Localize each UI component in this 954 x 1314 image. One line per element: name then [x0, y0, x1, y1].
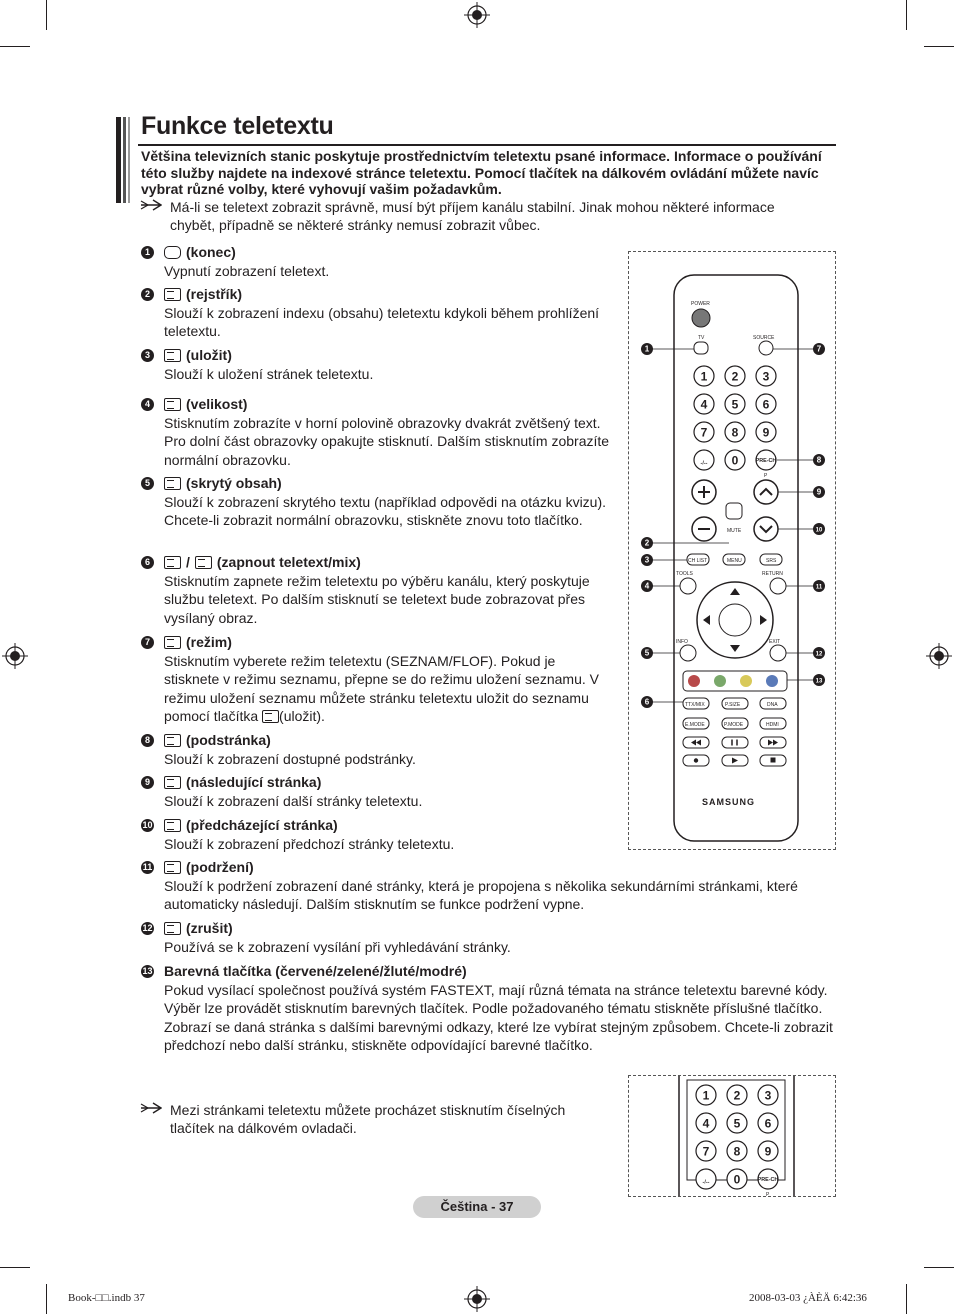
- title-bar: [116, 117, 132, 203]
- digit-label: 0: [731, 453, 739, 468]
- item-body: [164, 572, 614, 628]
- item-text: Slouží k podržení zobrazení dané stránky, která je propojena s několika sekundárními stránkami, které automaticky následují. Dalším stisknutím se funkce podržení vypne.: [164, 877, 798, 912]
- callout-number: 13: [815, 678, 823, 685]
- item-number: 7: [141, 636, 154, 649]
- digit-label: 3: [764, 1088, 772, 1103]
- item-body: [164, 750, 614, 769]
- registration-mark-icon: [2, 643, 28, 669]
- item-number: 4: [141, 398, 154, 411]
- item-heading-text: Barevná tlačítka (červené/zelené/žluté/modré): [164, 963, 467, 979]
- item-heading-text: (podstránka): [186, 732, 271, 748]
- registration-mark-icon: [926, 643, 952, 669]
- info-label: INFO: [676, 639, 688, 645]
- dna-label: DNA: [767, 702, 778, 708]
- note-top-text: Má-li se teletext zobrazit správně, musí být příjem kanálu stabilní. Jinak mohou některé informace chybět, případně se některé stránky nemusí zobrazit vůbec.: [170, 199, 775, 233]
- remote-keypad-illustration: [629, 1076, 835, 1196]
- teletext-button-icon: [164, 861, 181, 874]
- item-number: 1: [141, 246, 154, 259]
- crop-mark: [924, 1267, 954, 1268]
- item-body: [164, 792, 614, 811]
- digit-label: 7: [700, 425, 708, 440]
- teletext-button-icon: [164, 246, 181, 259]
- teletext-item: [144, 395, 614, 469]
- item-number: 10: [142, 820, 153, 830]
- tools-label: TOOLS: [676, 571, 693, 577]
- teletext-button-icon: [164, 819, 181, 832]
- item-body: [164, 981, 834, 1055]
- item-body: [164, 365, 614, 384]
- item-number: 11: [142, 862, 153, 872]
- registration-mark-icon: [464, 1286, 490, 1312]
- note-arrow-icon: [140, 198, 162, 212]
- item-heading: [164, 633, 614, 652]
- slug-right: 2008-03-03 ¿ÀÈÄ 6:42:36: [749, 1292, 867, 1304]
- crop-mark: [906, 1284, 907, 1314]
- digit-label: 6: [764, 1116, 772, 1131]
- digit-label: 8: [731, 425, 739, 440]
- item-heading-text: (zrušit): [186, 920, 233, 936]
- enter-button[interactable]: [719, 604, 751, 636]
- item-number: 6: [141, 556, 154, 569]
- item-heading: [164, 858, 834, 877]
- item-heading: [164, 474, 614, 493]
- menu-label: MENU: [727, 558, 742, 564]
- item-number: 2: [141, 288, 154, 301]
- p-label: P: [766, 1192, 770, 1196]
- item-text: Stisknutím zobrazíte v horní polovině obrazovky dvakrát zvětšený text. Pro dolní část obrazovky opakujte stisknutí. Dalším stisknutím zobrazíte normální obrazovku.: [164, 414, 610, 468]
- digit-label: PRE-CH: [755, 458, 777, 464]
- digit-label: 2: [733, 1088, 741, 1103]
- yellow-button[interactable]: [740, 675, 752, 687]
- item-heading-text: (uložit): [186, 347, 232, 363]
- source-button[interactable]: [759, 341, 773, 355]
- blue-button[interactable]: [766, 675, 778, 687]
- return-label: RETURN: [762, 571, 783, 577]
- callout-number: 10: [815, 527, 823, 534]
- crop-mark: [924, 46, 954, 47]
- item-heading: [164, 243, 614, 262]
- item-text: Stisknutím zapnete režim teletextu po výběru kanálu, který poskytuje službu teletext. Po dalším stisknutí se teletext bude zobrazovat přes vysílaný obraz.: [164, 572, 590, 626]
- note-arrow-icon: [140, 1101, 162, 1115]
- item-body: [164, 414, 614, 470]
- page-number: Čeština - 37: [413, 1196, 541, 1218]
- item-body: [164, 652, 614, 726]
- ttx-label: TTX/MIX: [685, 702, 705, 708]
- item-heading: [164, 919, 834, 938]
- teletext-item: [144, 731, 614, 768]
- teletext-item: [144, 773, 614, 810]
- item-heading: [164, 395, 614, 414]
- callout-number: 8: [816, 455, 822, 465]
- item-heading: [164, 773, 614, 792]
- item-heading: [164, 285, 614, 304]
- item-heading: [164, 816, 614, 835]
- page-title: Funkce teletextu: [141, 112, 334, 140]
- mute-label: MUTE: [727, 528, 742, 534]
- item-number: 3: [141, 349, 154, 362]
- title-rule: [138, 144, 836, 146]
- tv-label: TV: [698, 335, 705, 341]
- teletext-button-icon: [164, 349, 181, 362]
- chlist-label: CH LIST: [688, 558, 708, 564]
- teletext-button-icon: [164, 922, 181, 935]
- teletext-button-icon: [164, 288, 181, 301]
- teletext-mix-icon: [195, 556, 212, 569]
- note-bottom-text: Mezi stránkami teletextu můžete procházet stisknutím číselných tlačítek na dálkovém ovladači.: [170, 1102, 566, 1136]
- tv-button[interactable]: [694, 342, 708, 354]
- crop-mark: [46, 0, 47, 30]
- item-body: [164, 835, 614, 854]
- teletext-button-icon: [164, 776, 181, 789]
- callout-number: 9: [816, 487, 822, 497]
- callout-number: 4: [644, 581, 650, 591]
- item-heading: [164, 731, 614, 750]
- item-tail: (uložit).: [279, 708, 325, 724]
- item-number: 5: [141, 477, 154, 490]
- digit-label: PRE-CH: [757, 1177, 779, 1183]
- item-heading-text: (rejstřík): [186, 286, 243, 302]
- emode-label: E.MODE: [685, 722, 705, 728]
- digit-label: 4: [700, 397, 708, 412]
- item-number: 12: [142, 923, 153, 933]
- digit-label: 4: [702, 1116, 710, 1131]
- teletext-item: [142, 858, 834, 914]
- teletext-item: [144, 553, 614, 627]
- callout-number: 6: [644, 697, 650, 707]
- teletext-button-icon: [164, 556, 181, 569]
- vol-down-button[interactable]: [692, 517, 716, 541]
- crop-mark: [0, 46, 30, 47]
- info-button[interactable]: [680, 645, 696, 661]
- teletext-button-icon: [164, 477, 181, 490]
- item-heading-text: (velikost): [186, 396, 248, 412]
- digit-label: 2: [731, 369, 739, 384]
- ch-up-button[interactable]: [754, 480, 778, 504]
- p-label: P: [764, 473, 768, 479]
- green-button[interactable]: [714, 675, 726, 687]
- digit-label: 3: [762, 369, 770, 384]
- item-number: 8: [141, 734, 154, 747]
- item-text: Vypnutí zobrazení teletext.: [164, 262, 330, 279]
- pmode-label: P.MODE: [724, 722, 744, 728]
- teletext-item: [144, 285, 614, 341]
- source-label: SOURCE: [753, 335, 775, 341]
- callout-number: 2: [644, 538, 650, 548]
- item-number: 13: [142, 966, 153, 976]
- callout-number: 5: [644, 648, 650, 658]
- teletext-button-icon: [164, 636, 181, 649]
- digit-label: 9: [762, 425, 770, 440]
- teletext-button-icon: [164, 398, 181, 411]
- digit-label: 1: [700, 369, 708, 384]
- item-text: Slouží k zobrazení další stránky teletextu.: [164, 792, 423, 809]
- tools-button[interactable]: [680, 578, 696, 594]
- item-text: Slouží k zobrazení skrytého textu (například odpovědi na otázku kvizu). Chcete-li zobrazit normální obrazovku, stiskněte znovu toto tlačítko.: [164, 493, 607, 528]
- teletext-item: [142, 816, 614, 853]
- brand-logo: SAMSUNG: [702, 797, 756, 807]
- item-text: Slouží k uložení stránek teletextu.: [164, 365, 374, 382]
- hdmi-label: HDMI: [766, 722, 779, 728]
- item-heading-text: (zapnout teletext/mix): [216, 554, 361, 570]
- exit-label: EXIT: [769, 639, 781, 645]
- exit-button[interactable]: [770, 645, 786, 661]
- digit-label: 5: [733, 1116, 741, 1131]
- teletext-item: [142, 962, 834, 1055]
- callout-number: 7: [816, 344, 822, 354]
- digit-label: 5: [731, 397, 739, 412]
- note-bottom: [170, 1101, 600, 1137]
- item-text: Pokud vysílací společnost používá systém FASTEXT, mají různá témata na stránce teletextu barevné kódy. Výběr lze provádět stisknutím barevných tlačítek. Podle požadovaného tématu stiskněte příslušné tlačítko. Zobrazí se daná stránka s dalšími barevnými odkazy, které lze vybírat stejným způsobem. Chcete-li zobrazit předchozí nebo další stránku, stiskněte odpovídající barevné tlačítko.: [164, 981, 833, 1053]
- teletext-item: [144, 346, 614, 383]
- item-text: Slouží k zobrazení indexu (obsahu) teletextu kdykoli během prohlížení teletextu.: [164, 304, 600, 339]
- digit-label: 7: [702, 1144, 710, 1159]
- digit-label: 1: [702, 1088, 710, 1103]
- item-body: [164, 262, 614, 281]
- item-text: Stisknutím vyberete režim teletextu (SEZNAM/FLOF). Pokud je stisknete v režimu seznamu, přepne se do režimu uložení seznamu. V režimu uložení seznamu můžete stránku teletextu uložit do seznamu pomocí tlačítka: [164, 652, 599, 724]
- power-button[interactable]: [692, 309, 710, 327]
- remote-control-illustration: [629, 252, 835, 849]
- teletext-button-icon: [164, 734, 181, 747]
- srs-label: SRS: [766, 558, 777, 564]
- item-heading-text: (konec): [186, 244, 236, 260]
- crop-mark: [46, 1284, 47, 1314]
- item-heading: [164, 962, 834, 981]
- item-heading-text: (režim): [186, 634, 232, 650]
- digit-label: 0: [733, 1172, 741, 1187]
- store-icon: [262, 710, 279, 723]
- item-body: [164, 938, 834, 957]
- registration-mark-icon: [464, 2, 490, 28]
- item-text: Používá se k zobrazení vysílání při vyhledávání stránky.: [164, 938, 511, 955]
- item-text: Slouží k zobrazení dostupné podstránky.: [164, 750, 416, 767]
- teletext-item: [144, 633, 614, 726]
- crop-mark: [0, 1267, 30, 1268]
- item-heading-text: (podržení): [186, 859, 254, 875]
- digit-label: 6: [762, 397, 770, 412]
- intro-paragraph: Většina televizních stanic poskytuje prostřednictvím teletextu psané informace. Informace o používání této služby najdete na indexové stránce teletextu. Pomocí tlačítek na dálkovém ovládání můžete navíc vybrat různé volby, které vyhovují vašim požadavkům.: [141, 148, 822, 197]
- pause-button[interactable]: [722, 737, 748, 748]
- item-text: Slouží k zobrazení předchozí stránky teletextu.: [164, 835, 455, 852]
- item-body: [164, 493, 614, 530]
- remote-keypad-figure: [628, 1075, 836, 1197]
- item-number: 9: [141, 776, 154, 789]
- ch-down-button[interactable]: [754, 517, 778, 541]
- item-heading-text: (následující stránka): [186, 774, 322, 790]
- power-label: POWER: [691, 301, 710, 307]
- callout-number: 11: [815, 584, 823, 591]
- teletext-item: [144, 243, 614, 280]
- item-heading-text: (předcházející stránka): [186, 817, 338, 833]
- mute-button[interactable]: [726, 503, 742, 519]
- red-button[interactable]: [688, 675, 700, 687]
- item-heading: / (zapnout teletext/mix): [164, 553, 614, 572]
- item-heading: [164, 346, 614, 365]
- callout-number: 3: [644, 555, 650, 565]
- digit-label: -/--: [702, 1179, 710, 1186]
- psize-label: P.SIZE: [725, 702, 741, 708]
- teletext-item: [142, 919, 834, 956]
- item-body: [164, 304, 614, 341]
- vol-up-button[interactable]: [692, 480, 716, 504]
- note-top: [170, 198, 820, 234]
- item-body: [164, 877, 834, 914]
- digit-label: 8: [733, 1144, 741, 1159]
- callout-number: 12: [815, 651, 823, 658]
- slug-left: Book-□□.indb 37: [68, 1292, 145, 1304]
- remote-figure: [628, 251, 836, 850]
- callout-number: 1: [644, 344, 650, 354]
- digit-label: -/--: [700, 460, 708, 467]
- return-button[interactable]: [770, 578, 786, 594]
- teletext-item: [144, 474, 614, 530]
- digit-label: 9: [764, 1144, 772, 1159]
- crop-mark: [906, 0, 907, 30]
- item-heading-text: (skrytý obsah): [186, 475, 282, 491]
